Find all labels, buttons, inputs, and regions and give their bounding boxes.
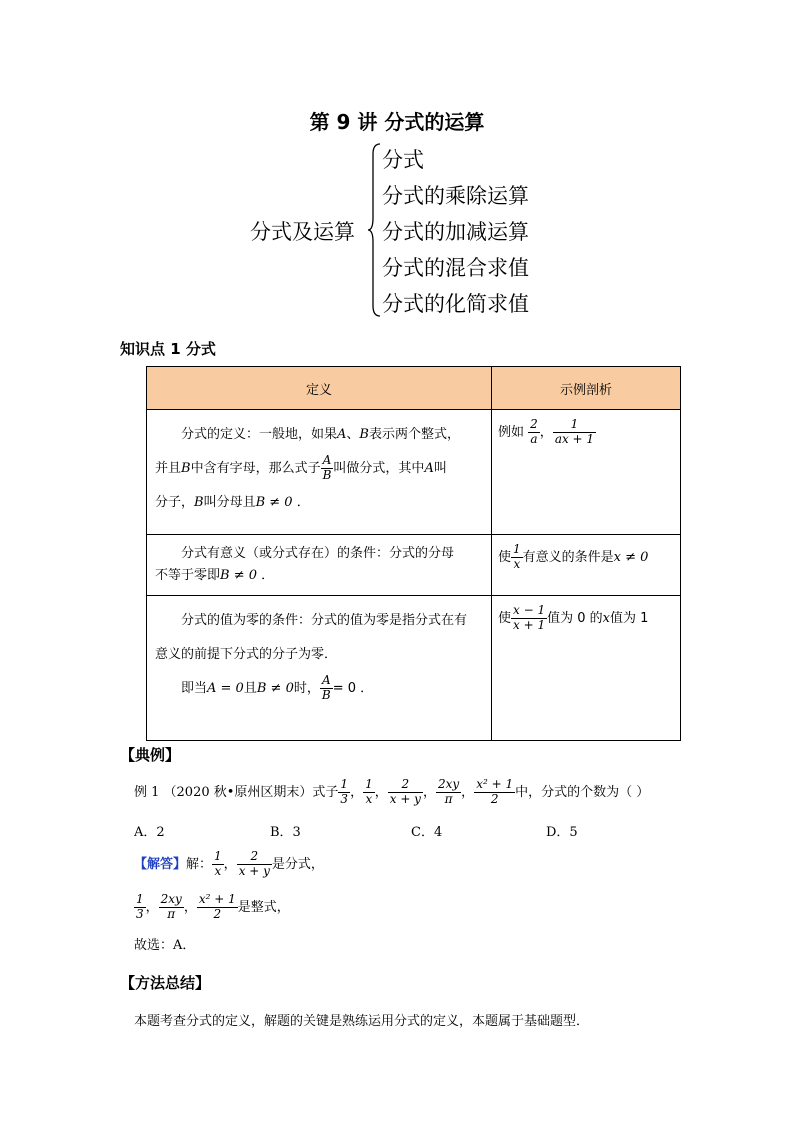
fraction-numerator: 1 <box>214 849 222 863</box>
method-summary-text: 本题考查分式的定义，解题的关键是熟练运用分式的定义，本题属于基础题型． <box>134 1014 590 1029</box>
separator: ， <box>223 856 237 872</box>
definition-cell <box>147 596 492 741</box>
fraction-denominator: x <box>214 863 222 878</box>
fraction-denominator: 3 <box>340 791 349 806</box>
variable: B <box>181 460 191 476</box>
separator: ， <box>183 899 197 915</box>
fraction-numerator: 2 <box>237 850 272 865</box>
example-text: 值为 0 的 <box>547 610 603 626</box>
option-c: C．4 <box>411 825 443 840</box>
definition-text: = 0 ． <box>332 680 374 696</box>
table-row <box>147 410 681 535</box>
fraction-numerator: A <box>320 674 333 689</box>
page-title: 第 9 讲 分式的运算 <box>309 110 485 134</box>
definition-text: 即当 <box>181 680 208 696</box>
variable: B <box>359 427 369 442</box>
left-brace <box>368 140 382 320</box>
fraction-numerator: x² + 1 <box>198 892 236 906</box>
fraction-numerator: 2 <box>530 417 538 431</box>
fraction-a-over-b <box>320 674 333 703</box>
fraction-denominator: a <box>530 431 538 446</box>
option-a: A．2 <box>134 825 165 840</box>
structure-branch: 分式的加减运算 <box>382 220 529 244</box>
fraction-denominator: x <box>365 791 373 806</box>
condition: B ≠ 0 <box>255 494 293 510</box>
example-cell <box>492 596 681 741</box>
variable: A <box>424 460 434 476</box>
fraction-numerator: 1 <box>340 777 349 791</box>
fraction-denominator: 2 <box>213 906 222 921</box>
fraction-denominator: x + y <box>238 863 270 878</box>
variable: x <box>602 610 610 626</box>
fraction-a-over-b <box>321 454 334 483</box>
example-cell <box>492 535 681 596</box>
expression-fraction <box>474 778 515 807</box>
definition-text: 、 <box>346 427 360 442</box>
condition: A = 0 <box>207 680 244 696</box>
fraction-numerator: 1 <box>365 777 373 791</box>
definition-text: 分式的值为零的条件：分式的值为零是指分式在有 <box>181 613 468 629</box>
definition-cell <box>147 410 492 535</box>
expression-fraction <box>338 778 350 807</box>
expression-fraction <box>363 778 375 807</box>
fraction-denominator: 3 <box>136 906 144 921</box>
definition-text: 表示两个整式， <box>368 427 460 442</box>
definition-text: 且 <box>243 680 257 696</box>
definition-text: 时， <box>293 680 320 696</box>
fraction-numerator: x − 1 <box>513 603 546 618</box>
answer-fraction <box>212 850 224 879</box>
answer-text: 是整式， <box>237 899 290 915</box>
separator: ， <box>422 784 436 800</box>
fraction-denominator: π <box>167 906 176 921</box>
answer-text: 是分式， <box>271 856 324 872</box>
column-header-definition: 定义 <box>147 367 492 410</box>
variable: B <box>194 494 204 510</box>
separator: ， <box>374 784 388 800</box>
answer-fraction <box>197 893 238 922</box>
option-b: B．3 <box>270 825 301 840</box>
example-fraction <box>528 418 540 447</box>
answer-options <box>134 821 634 841</box>
column-header-example: 示例剖析 <box>492 367 681 410</box>
separator: ， <box>350 784 364 800</box>
answer-fraction <box>159 893 184 922</box>
table-row <box>147 535 681 596</box>
structure-branch: 分式 <box>382 148 424 172</box>
definition-text: 并且 <box>155 460 182 476</box>
condition: B ≠ 0 <box>220 568 257 584</box>
fraction-denominator: x <box>513 556 521 571</box>
fraction-denominator: B <box>321 687 331 702</box>
answer-fraction <box>237 850 272 879</box>
definition-cell <box>147 535 492 596</box>
fraction-numerator: 1 <box>136 892 144 906</box>
fraction-denominator: ax + 1 <box>554 431 595 446</box>
condition: x ≠ 0 <box>613 549 649 565</box>
structure-root: 分式及运算 <box>250 220 355 244</box>
fraction-denominator: 2 <box>490 791 499 806</box>
separator: ， <box>539 424 553 440</box>
question-text: 例 1 （2020 秋•原州区期末）式子 <box>134 784 339 800</box>
expression-fraction <box>436 778 461 807</box>
option-d: D．5 <box>546 825 578 840</box>
answer-tag: 【解答】 <box>134 856 187 872</box>
definition-text: 叫 <box>433 460 447 476</box>
fraction-numerator: 1 <box>553 418 596 433</box>
definition-text: 叫做分式，其中 <box>333 460 425 476</box>
fraction-numerator: 1 <box>513 542 521 556</box>
example-fraction <box>511 543 523 572</box>
answer-text: 解： <box>186 856 213 872</box>
separator: ， <box>145 899 159 915</box>
fraction-denominator: x + 1 <box>513 617 546 632</box>
answer-conclusion: 故选：A． <box>134 938 196 953</box>
example-text: 使 <box>498 610 512 626</box>
condition: B ≠ 0 <box>256 680 294 696</box>
example-text: 值为 1 <box>610 610 649 626</box>
definition-text: 叫分母且 <box>203 494 256 510</box>
fraction-denominator: B <box>322 467 332 482</box>
knowledge-table <box>146 366 681 741</box>
fraction-denominator: x + y <box>389 791 421 806</box>
knowledge-point-heading: 知识点 1 分式 <box>120 340 216 358</box>
definition-text: 中含有字母，那么式子 <box>190 460 321 476</box>
example-fraction <box>511 604 547 633</box>
table-row <box>147 596 681 741</box>
example-text: 使 <box>498 549 512 565</box>
answer-line-2 <box>134 893 290 922</box>
method-summary-heading: 【方法总结】 <box>120 974 211 992</box>
definition-text: 分式有意义（或分式存在）的条件：分式的分母 <box>181 546 455 561</box>
question-text: 中，分式的个数为（ ） <box>515 784 650 800</box>
expression-fraction <box>388 778 423 807</box>
fraction-numerator: 2xy <box>160 892 182 906</box>
definition-text: ． <box>292 494 310 510</box>
definition-text: 分子， <box>155 494 195 510</box>
answer-fraction <box>134 893 146 922</box>
example-question <box>134 778 649 807</box>
structure-branch: 分式的混合求值 <box>382 256 529 280</box>
definition-text: 不等于零即 <box>155 568 221 584</box>
example-cell <box>492 410 681 535</box>
concept-structure <box>250 140 570 320</box>
structure-branch: 分式的化简求值 <box>382 292 529 316</box>
typical-example-heading: 【典例】 <box>120 746 181 764</box>
example-text: 例如 <box>498 424 525 440</box>
fraction-numerator: A <box>321 454 334 469</box>
variable: A <box>337 427 347 442</box>
definition-text: 分式的定义：一般地，如果 <box>181 427 338 442</box>
definition-text: ． <box>257 568 275 584</box>
separator: ， <box>461 784 475 800</box>
example-fraction <box>553 418 596 447</box>
definition-text: 意义的前提下分式的分子为零． <box>155 646 338 662</box>
answer-line-1 <box>134 850 324 879</box>
fraction-numerator: 2xy <box>437 777 460 791</box>
fraction-numerator: x² + 1 <box>476 777 514 791</box>
fraction-denominator: π <box>444 791 453 806</box>
example-text: 有意义的条件是 <box>522 549 614 565</box>
fraction-numerator: 2 <box>388 778 423 793</box>
structure-branch: 分式的乘除运算 <box>382 184 529 208</box>
